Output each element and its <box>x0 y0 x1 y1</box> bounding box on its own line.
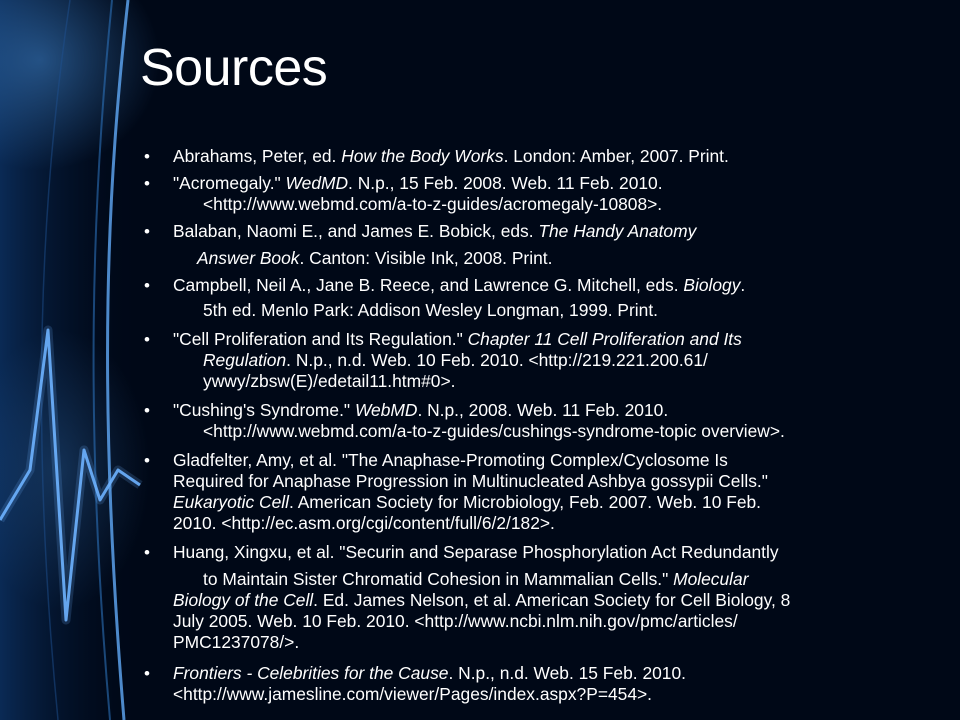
list-item: • Gladfelter, Amy, et al. "The Anaphase-Promoting Complex/Cyclosome Is Required for Anaphase Progression in Multinucleated Ashbya gossypii Cells." Eukaryotic Cell. American Society for Microbiology, Feb. 2007. Web. 10 Feb. 2010. <http://ec.asm.org/cgi/content/full/6/2/182>. <box>140 450 940 534</box>
list-item: • Balaban, Naomi E., and James E. Bobick, eds. The Handy Anatomy Answer Book. Canton: Visible Ink, 2008. Print. <box>140 221 940 269</box>
list-item: • Campbell, Neil A., Jane B. Reece, and Lawrence G. Mitchell, eds. Biology. 5th ed. Menlo Park: Addison Wesley Longman, 1999. Print. <box>140 275 940 321</box>
list-item: • Huang, Xingxu, et al. "Securin and Separase Phosphorylation Act Redundantly to Maintain Sister Chromatid Cohesion in Mammalian Cells." Molecular Biology of the Cell. Ed. James Nelson, et al. American Society for Cell Biology, 8 July 2005. Web. 10 Feb. 2010. <http://www.ncbi.nlm.nih.gov/pmc/articles/ PMC1237078/>. <box>140 542 940 653</box>
list-item: • "Cell Proliferation and Its Regulation." Chapter 11 Cell Proliferation and Its Regulation. N.p., n.d. Web. 10 Feb. 2010. <http://219.221.200.61/ ywwy/zbsw(E)/edetail11.htm#0>. <box>140 329 940 392</box>
list-item: • Frontiers - Celebrities for the Cause. N.p., n.d. Web. 15 Feb. 2010. <http://www.jamesline.com/viewer/Pages/index.aspx?P=454>. <box>140 663 940 705</box>
list-item: • "Cushing's Syndrome." WebMD. N.p., 2008. Web. 11 Feb. 2010. <http://www.webmd.com/a-to-z-guides/cushings-syndrome-topic overview>. <box>140 400 940 442</box>
list-item: • Abrahams, Peter, ed. How the Body Works. London: Amber, 2007. Print. <box>140 146 940 167</box>
slide-title: Sources <box>140 39 328 97</box>
list-item: • "Acromegaly." WedMD. N.p., 15 Feb. 2008. Web. 11 Feb. 2010. <http://www.webmd.com/a-to-z-guides/acromegaly-10808>. <box>140 173 940 215</box>
sources-list <box>140 146 940 705</box>
